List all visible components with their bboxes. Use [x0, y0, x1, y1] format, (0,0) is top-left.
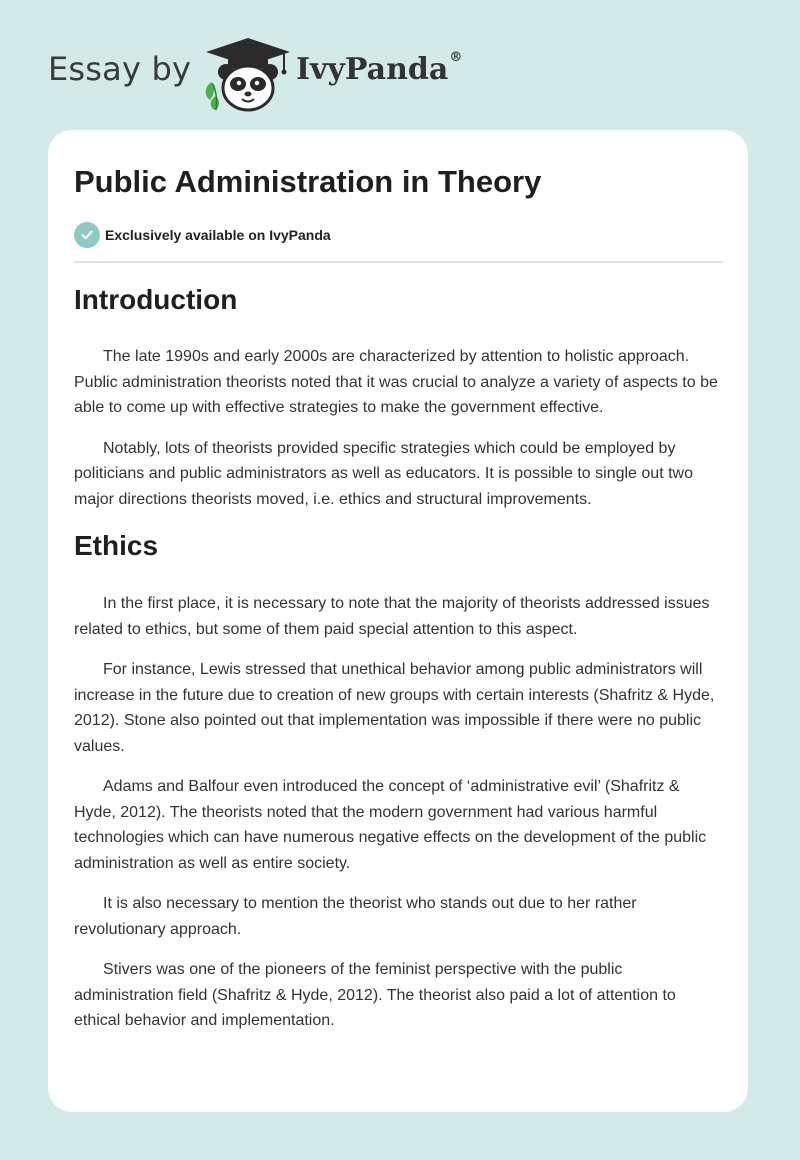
brand-name [296, 52, 462, 87]
registered-mark: ® [449, 50, 463, 65]
paragraph: Notably, lots of theorists provided specific strategies which could be employed by politicians and public administrators as well as educators. It is possible to single out two major directions theorists moved, i.e. ethics and structural improvements. [74, 439, 693, 508]
panda-graduate-logo-icon [202, 36, 294, 112]
paragraph: Adams and Balfour even introduced the concept of ‘administrative evil’ (Shafritz & Hyde, 2012). The theorists noted that the modern government had various harmful technologies which can have numerous negative effects on the development of the public administration as well as entire society. [74, 778, 707, 872]
brand-prefix: Essay by [48, 50, 192, 88]
page-title: Public Administration in Theory [74, 164, 542, 199]
brand-name-text: IvyPanda [296, 52, 449, 87]
essay-card [48, 130, 748, 1112]
paragraph: For instance, Lewis stressed that unethical behavior among public administrators will increase in the future due to creation of new groups with certain interests (Shafritz & Hyde, 2012). Stone also pointed out that implementation was impossible if there were no public values. [74, 661, 715, 755]
section-heading-introduction: Introduction [74, 284, 238, 315]
title-divider [74, 261, 723, 263]
paragraph: In the first place, it is necessary to note that the majority of theorists addressed issues related to ethics, but some of them paid special attention to this aspect. [74, 595, 710, 638]
brand-header[interactable] [48, 36, 468, 112]
check-circle-icon [74, 222, 100, 248]
exclusive-badge [74, 222, 331, 248]
paragraph: It is also necessary to mention the theorist who stands out due to her rather revolutionary approach. [74, 895, 637, 938]
paragraph: The late 1990s and early 2000s are characterized by attention to holistic approach. Public administration theorists noted that it was crucial to analyze a variety of aspects to be able to come up with effective strategies to make the government effective. [74, 348, 718, 416]
section-heading-ethics: Ethics [74, 530, 159, 561]
badge-label: Exclusively available on IvyPanda [105, 227, 331, 243]
essay-body [74, 282, 723, 1049]
paragraph: Stivers was one of the pioneers of the feminist perspective with the public administration field (Shafritz & Hyde, 2012). The theorist also paid a lot of attention to ethical behavior and implementation. [74, 961, 676, 1029]
